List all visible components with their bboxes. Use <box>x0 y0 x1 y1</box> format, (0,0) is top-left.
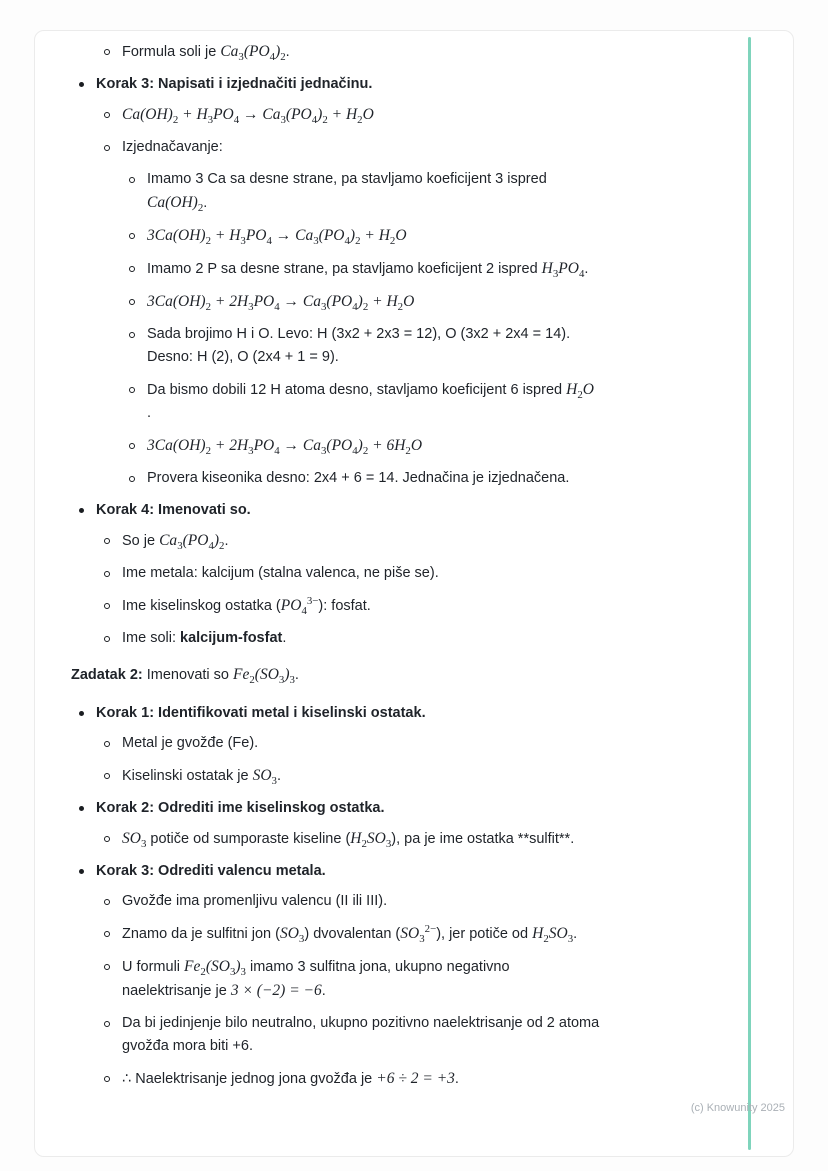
circle-bullet <box>129 177 135 183</box>
list-item <box>71 290 749 314</box>
item-text: Kiselinski ostatak je $SO_3$. <box>122 767 281 788</box>
math-formula: $H_2O$ <box>566 381 594 402</box>
list-item <box>71 890 749 913</box>
math-formula: $Ca(OH)_2$ <box>147 194 204 215</box>
circle-bullet <box>104 964 110 970</box>
list-item <box>71 827 749 851</box>
list-item <box>71 627 749 650</box>
circle-bullet <box>104 538 110 544</box>
footer-copyright: (c) Knowunity 2025 <box>690 1102 785 1114</box>
list-item <box>71 136 749 159</box>
list-item <box>71 1012 749 1058</box>
list-item <box>71 797 749 820</box>
list-item <box>71 467 749 490</box>
circle-bullet <box>104 741 110 747</box>
math-formula: $Fe_2(SO_3)_3$ <box>233 666 295 687</box>
list-item <box>71 73 749 96</box>
circle-bullet <box>104 1076 110 1082</box>
item-text <box>147 434 749 458</box>
disc-bullet <box>79 508 84 513</box>
math-formula: $SO_3^{2-}$ <box>400 922 437 946</box>
item-text: Gvožđe ima promenljivu valencu (II ili III). <box>122 893 388 909</box>
list-item <box>71 434 749 458</box>
item-text: Znamo da je sulfitni jon $(SO_3)$ dvovalentan $(SO_3^{2-})$, jer potiče od $H_2SO_3$. <box>122 922 578 946</box>
item-text: Izjednačavanje: <box>122 139 223 155</box>
item-text <box>122 103 749 127</box>
circle-bullet <box>104 571 110 577</box>
math-formula: $3Ca(OH)_2 + 2H_3PO_4 \to Ca_3(PO_4)_2 + H_2O$ <box>147 293 415 314</box>
item-text: Korak 4: Imenovati so. <box>96 502 251 518</box>
circle-bullet <box>104 145 110 151</box>
circle-bullet <box>104 1021 110 1027</box>
list-item <box>71 922 749 946</box>
math-formula: $Ca_3(PO_4)_2$ <box>220 43 286 64</box>
item-text: Korak 2: Odrediti ime kiselinskog ostatka. <box>96 800 385 816</box>
list-item <box>71 529 749 553</box>
list-item <box>71 764 749 788</box>
circle-bullet <box>104 931 110 937</box>
item-text: So je $Ca_3(PO_4)_2$. <box>122 532 229 553</box>
list-item <box>71 103 749 127</box>
item-text: $SO_3$ potiče od sumporaste kiseline $(H_2SO_3)$, pa je ime ostatka **sulfit**. <box>122 830 575 851</box>
paragraph <box>71 663 749 687</box>
math-formula: $SO_3$ <box>279 925 305 946</box>
item-text: Ime kiselinskog ostatka $(PO_4^{3-})$: fosfat. <box>122 594 371 618</box>
item-text: Korak 1: Identifikovati metal i kiselinski ostatak. <box>96 705 426 721</box>
math-formula: $SO_3$ <box>122 830 147 851</box>
list-item <box>71 40 749 64</box>
list-item <box>71 257 749 281</box>
circle-bullet <box>129 233 135 239</box>
math-formula: 3 × (−2) = −6 <box>230 982 322 999</box>
math-formula: $H_3PO_4$ <box>541 260 585 281</box>
circle-bullet <box>104 636 110 642</box>
item-text: Imamo 2 P sa desne strane, pa stavljamo koeficijent 2 ispred $H_3PO_4$. <box>147 260 589 281</box>
circle-bullet <box>104 49 110 55</box>
math-formula: $PO_4^{3-}$ <box>280 594 319 618</box>
list-item <box>71 1067 749 1091</box>
list-item <box>71 860 749 883</box>
math-formula: $Ca(OH)_2 + H_3PO_4 \to Ca_3(PO_4)_2 + H_2O$ <box>122 106 374 127</box>
document-page <box>34 30 794 1157</box>
item-text: Provera kiseonika desno: 2x4 + 6 = 14. Jednačina je izjednačena. <box>147 470 570 486</box>
item-text: Da bi jedinjenje bilo neutralno, ukupno pozitivno naelektrisanje od 2 atoma gvožđa mora biti +6. <box>122 1015 600 1054</box>
item-text: Formula soli je $Ca_3(PO_4)_2$. <box>122 43 290 64</box>
item-text: Korak 3: Napisati i izjednačiti jednačinu. <box>96 76 373 92</box>
item-text: Da bismo dobili 12 H atoma desno, stavljamo koeficijent 6 ispred $H_2O$ . <box>147 381 594 421</box>
item-text <box>147 224 749 248</box>
disc-bullet <box>79 711 84 716</box>
item-text: U formuli $Fe_2(SO_3)_3$ imamo 3 sulfitna jona, ukupno negativno naelektrisanje je 3 × (−2) = −6. <box>122 958 510 999</box>
circle-bullet <box>129 443 135 449</box>
disc-bullet <box>79 82 84 87</box>
math-formula: $H_2SO_3$ <box>532 925 574 946</box>
circle-bullet <box>129 332 135 338</box>
math-formula: $Fe_2(SO_3)_3$ <box>184 958 246 979</box>
circle-bullet <box>129 387 135 393</box>
list-item <box>71 224 749 248</box>
circle-bullet <box>104 899 110 905</box>
circle-bullet <box>129 476 135 482</box>
list-item <box>71 378 749 425</box>
list-item <box>71 323 749 369</box>
item-text: Korak 3: Odrediti valencu metala. <box>96 863 326 879</box>
item-text: Ime soli: kalcijum-fosfat. <box>122 630 287 646</box>
circle-bullet <box>104 112 110 118</box>
accent-line <box>748 37 751 1150</box>
circle-bullet <box>104 773 110 779</box>
list-item <box>71 168 749 215</box>
math-formula: +6 ÷ 2 = +3 <box>376 1070 455 1087</box>
item-text: Ime metala: kalcijum (stalna valenca, ne piše se). <box>122 565 439 581</box>
item-text: Sada brojimo H i O. Levo: H (3x2 + 2x3 = 12), O (3x2 + 2x4 = 14). Desno: H (2), O (2x4 + 1 = 9). <box>147 326 571 365</box>
circle-bullet <box>129 299 135 305</box>
math-formula: $3Ca(OH)_2 + 2H_3PO_4 \to Ca_3(PO_4)_2 + 6H_2O$ <box>147 437 423 458</box>
list-item <box>71 955 749 1003</box>
disc-bullet <box>79 869 84 874</box>
disc-bullet <box>79 806 84 811</box>
item-text: Metal je gvožđe (Fe). <box>122 735 259 751</box>
list-item <box>71 594 749 618</box>
item-text: Zadatak 2: Imenovati so $Fe_2(SO_3)_3$. <box>71 666 299 687</box>
item-text <box>147 290 749 314</box>
list-item <box>71 732 749 755</box>
item-text: Imamo 3 Ca sa desne strane, pa stavljamo koeficijent 3 ispred $Ca(OH)_2$. <box>147 171 547 215</box>
math-formula: $3Ca(OH)_2 + H_3PO_4 \to Ca_3(PO_4)_2 + H_2O$ <box>147 227 407 248</box>
item-text: ∴ Naelektrisanje jednog jona gvožđa je +6 ÷ 2 = +3. <box>122 1070 459 1087</box>
list-item <box>71 702 749 725</box>
math-formula: $SO_3$ <box>252 767 277 788</box>
content-list <box>71 40 749 1100</box>
math-formula: $H_2SO_3$ <box>350 830 392 851</box>
list-item <box>71 499 749 522</box>
math-formula: $Ca_3(PO_4)_2$ <box>159 532 225 553</box>
circle-bullet <box>104 603 110 609</box>
circle-bullet <box>129 266 135 272</box>
circle-bullet <box>104 836 110 842</box>
list-item <box>71 562 749 585</box>
